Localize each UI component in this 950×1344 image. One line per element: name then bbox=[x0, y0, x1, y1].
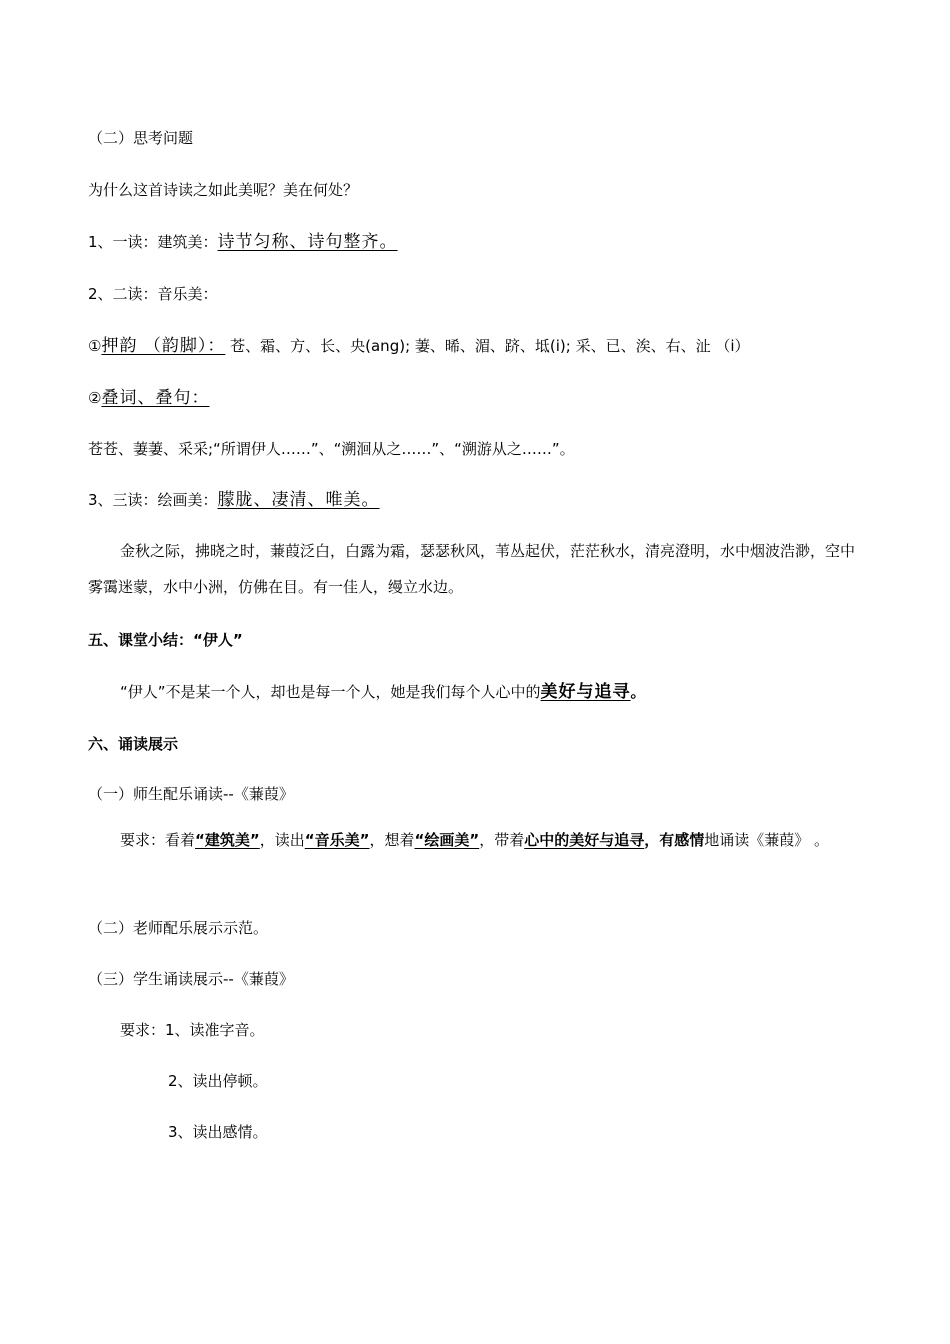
summary-end: 。 bbox=[630, 683, 646, 701]
req1-e5: 有感情 bbox=[659, 831, 705, 849]
summary-emph: 美好与追寻 bbox=[540, 682, 631, 702]
summary-text: “伊人”不是某一个人，却也是每一个人，她是我们每个人心中的 bbox=[120, 683, 541, 701]
read2-label: 2、二读：音乐美： bbox=[88, 285, 218, 303]
summary-title: 五、课堂小结：“伊人” bbox=[88, 631, 243, 649]
summary-line bbox=[120, 682, 646, 702]
read3-label: 3、三读：绘画美： bbox=[88, 491, 218, 509]
sub3: （三）学生诵读展示--《蒹葭》 bbox=[88, 970, 294, 988]
rhyme-marker: ① bbox=[88, 337, 102, 355]
req1-e3: “绘画美” bbox=[414, 831, 480, 849]
repeat-line bbox=[88, 388, 209, 408]
scene-paragraph: 金秋之际，拂晓之时，蒹葭泛白，白露为霜，瑟瑟秋风，苇丛起伏，茫茫秋水，清亮澄明，水中烟波浩渺，空中雾霭迷蒙，水中小洲，仿佛在目。有一佳人，缦立水边。 bbox=[88, 542, 856, 596]
req1-p5: ， bbox=[644, 831, 660, 849]
repeat-examples: 苍苍、萋萋、采采;“所谓伊人……”、“溯洄从之……”、“溯游从之……”。 bbox=[88, 440, 575, 458]
repeat-marker: ② bbox=[88, 389, 102, 407]
req1-e4: 心中的美好与追寻 bbox=[524, 831, 645, 849]
req1-p6: 地诵读《蒹葭》 。 bbox=[704, 831, 830, 849]
read1-label: 1、一读：建筑美： bbox=[88, 233, 218, 251]
read1-line bbox=[88, 232, 398, 252]
req1-p1: 要求：看着 bbox=[120, 831, 196, 849]
question: 为什么这首诗读之如此美呢？美在何处？ bbox=[88, 181, 359, 199]
req1-p4: ，带着 bbox=[479, 831, 525, 849]
repeat-label: 叠词、叠句： bbox=[101, 388, 210, 408]
rhyme-line bbox=[88, 336, 750, 356]
req2-item3: 3、读出感情。 bbox=[168, 1123, 268, 1141]
req1-p2: ，读出 bbox=[259, 831, 305, 849]
req1-paragraph bbox=[88, 822, 868, 858]
read1-answer: 诗节匀称、诗句整齐。 bbox=[217, 232, 398, 252]
section6-title: 六、诵读展示 bbox=[88, 735, 179, 753]
req2-item2: 2、读出停顿。 bbox=[168, 1072, 268, 1090]
sub2: （二）老师配乐展示示范。 bbox=[88, 919, 269, 937]
rhyme-content: 苍、霜、方、长、央(ang); 萋、晞、湄、跻、坻(i); 采、已、涘、右、沚 （i） bbox=[230, 337, 750, 355]
section-2-title: （二）思考问题 bbox=[88, 129, 194, 147]
sub1: （一）师生配乐诵读--《蒹葭》 bbox=[88, 785, 294, 803]
req1-e1: “建筑美” bbox=[195, 831, 260, 849]
req1-e2: “音乐美” bbox=[304, 831, 370, 849]
read3-answer: 朦胧、凄清、唯美。 bbox=[217, 490, 380, 510]
req1-p3: ，想着 bbox=[369, 831, 415, 849]
rhyme-label: 押韵 （韵脚）： bbox=[101, 336, 226, 356]
read3-line bbox=[88, 490, 380, 510]
req2-item1: 要求：1、读准字音。 bbox=[120, 1021, 265, 1039]
